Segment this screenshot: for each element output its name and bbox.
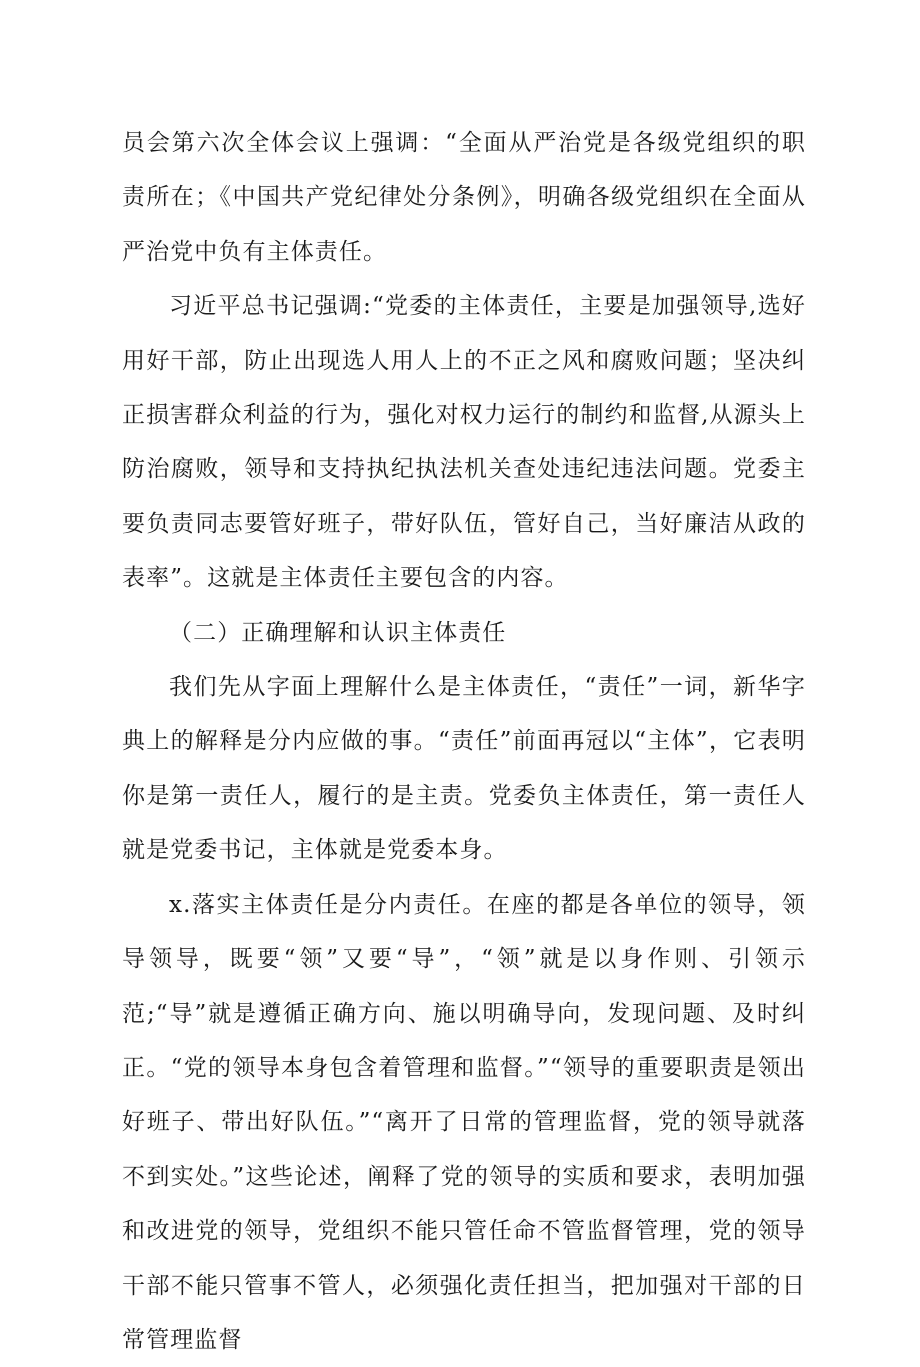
paragraph-continuation: 员会第六次全体会议上强调：“全面从严治党是各级党组织的职责所在；《中国共产党纪律处分条例》，明确各级党组织在全面从严治党中负有主体责任。 [122,130,806,265]
paragraph-xi-quote: 习近平总书记强调:“党委的主体责任，主要是加强领导,选好用好干部，防止出现选人用人上的不正之风和腐败问题；坚决纠正损害群众利益的行为，强化对权力运行的制约和监督,从源头上防治腐败，领导和支持执纪执法机关查处违纪违法问题。党委主要负责同志要管好班子，带好队伍，管好自己，当好廉洁从政的表率”。这就是主体责任主要包含的内容。 [122,293,806,592]
paragraph-definition: 我们先从字面上理解什么是主体责任，“责任”一词，新华字典上的解释是分内应做的事。“责任”前面再冠以“主体”，它表明你是第一责任人，履行的是主责。党委负主体责任，第一责任人就是党委书记，主体就是党委本身。 [122,674,806,864]
section-heading: （二）正确理解和认识主体责任 [169,619,507,646]
document-body [122,116,806,1367]
paragraph-duty: x.落实主体责任是分内责任。在座的都是各单位的领导，领导领导，既要“领”又要“导”，“领”就是以身作则、引领示范;“导”就是遵循正确方向、施以明确导向，发现问题、及时纠正。“党的领导本身包含着管理和监督。”“领导的重要职责是领出好班子、带出好队伍。”“离开了日常的管理监督，党的领导就落不到实处。”这些论述，阐释了党的领导的实质和要求，表明加强和改进党的领导，党组织不能只管任命不管监督管理，党的领导干部不能只管事不管人，必须强化责任担当，把加强对干部的日常管理监督 [122,891,806,1353]
